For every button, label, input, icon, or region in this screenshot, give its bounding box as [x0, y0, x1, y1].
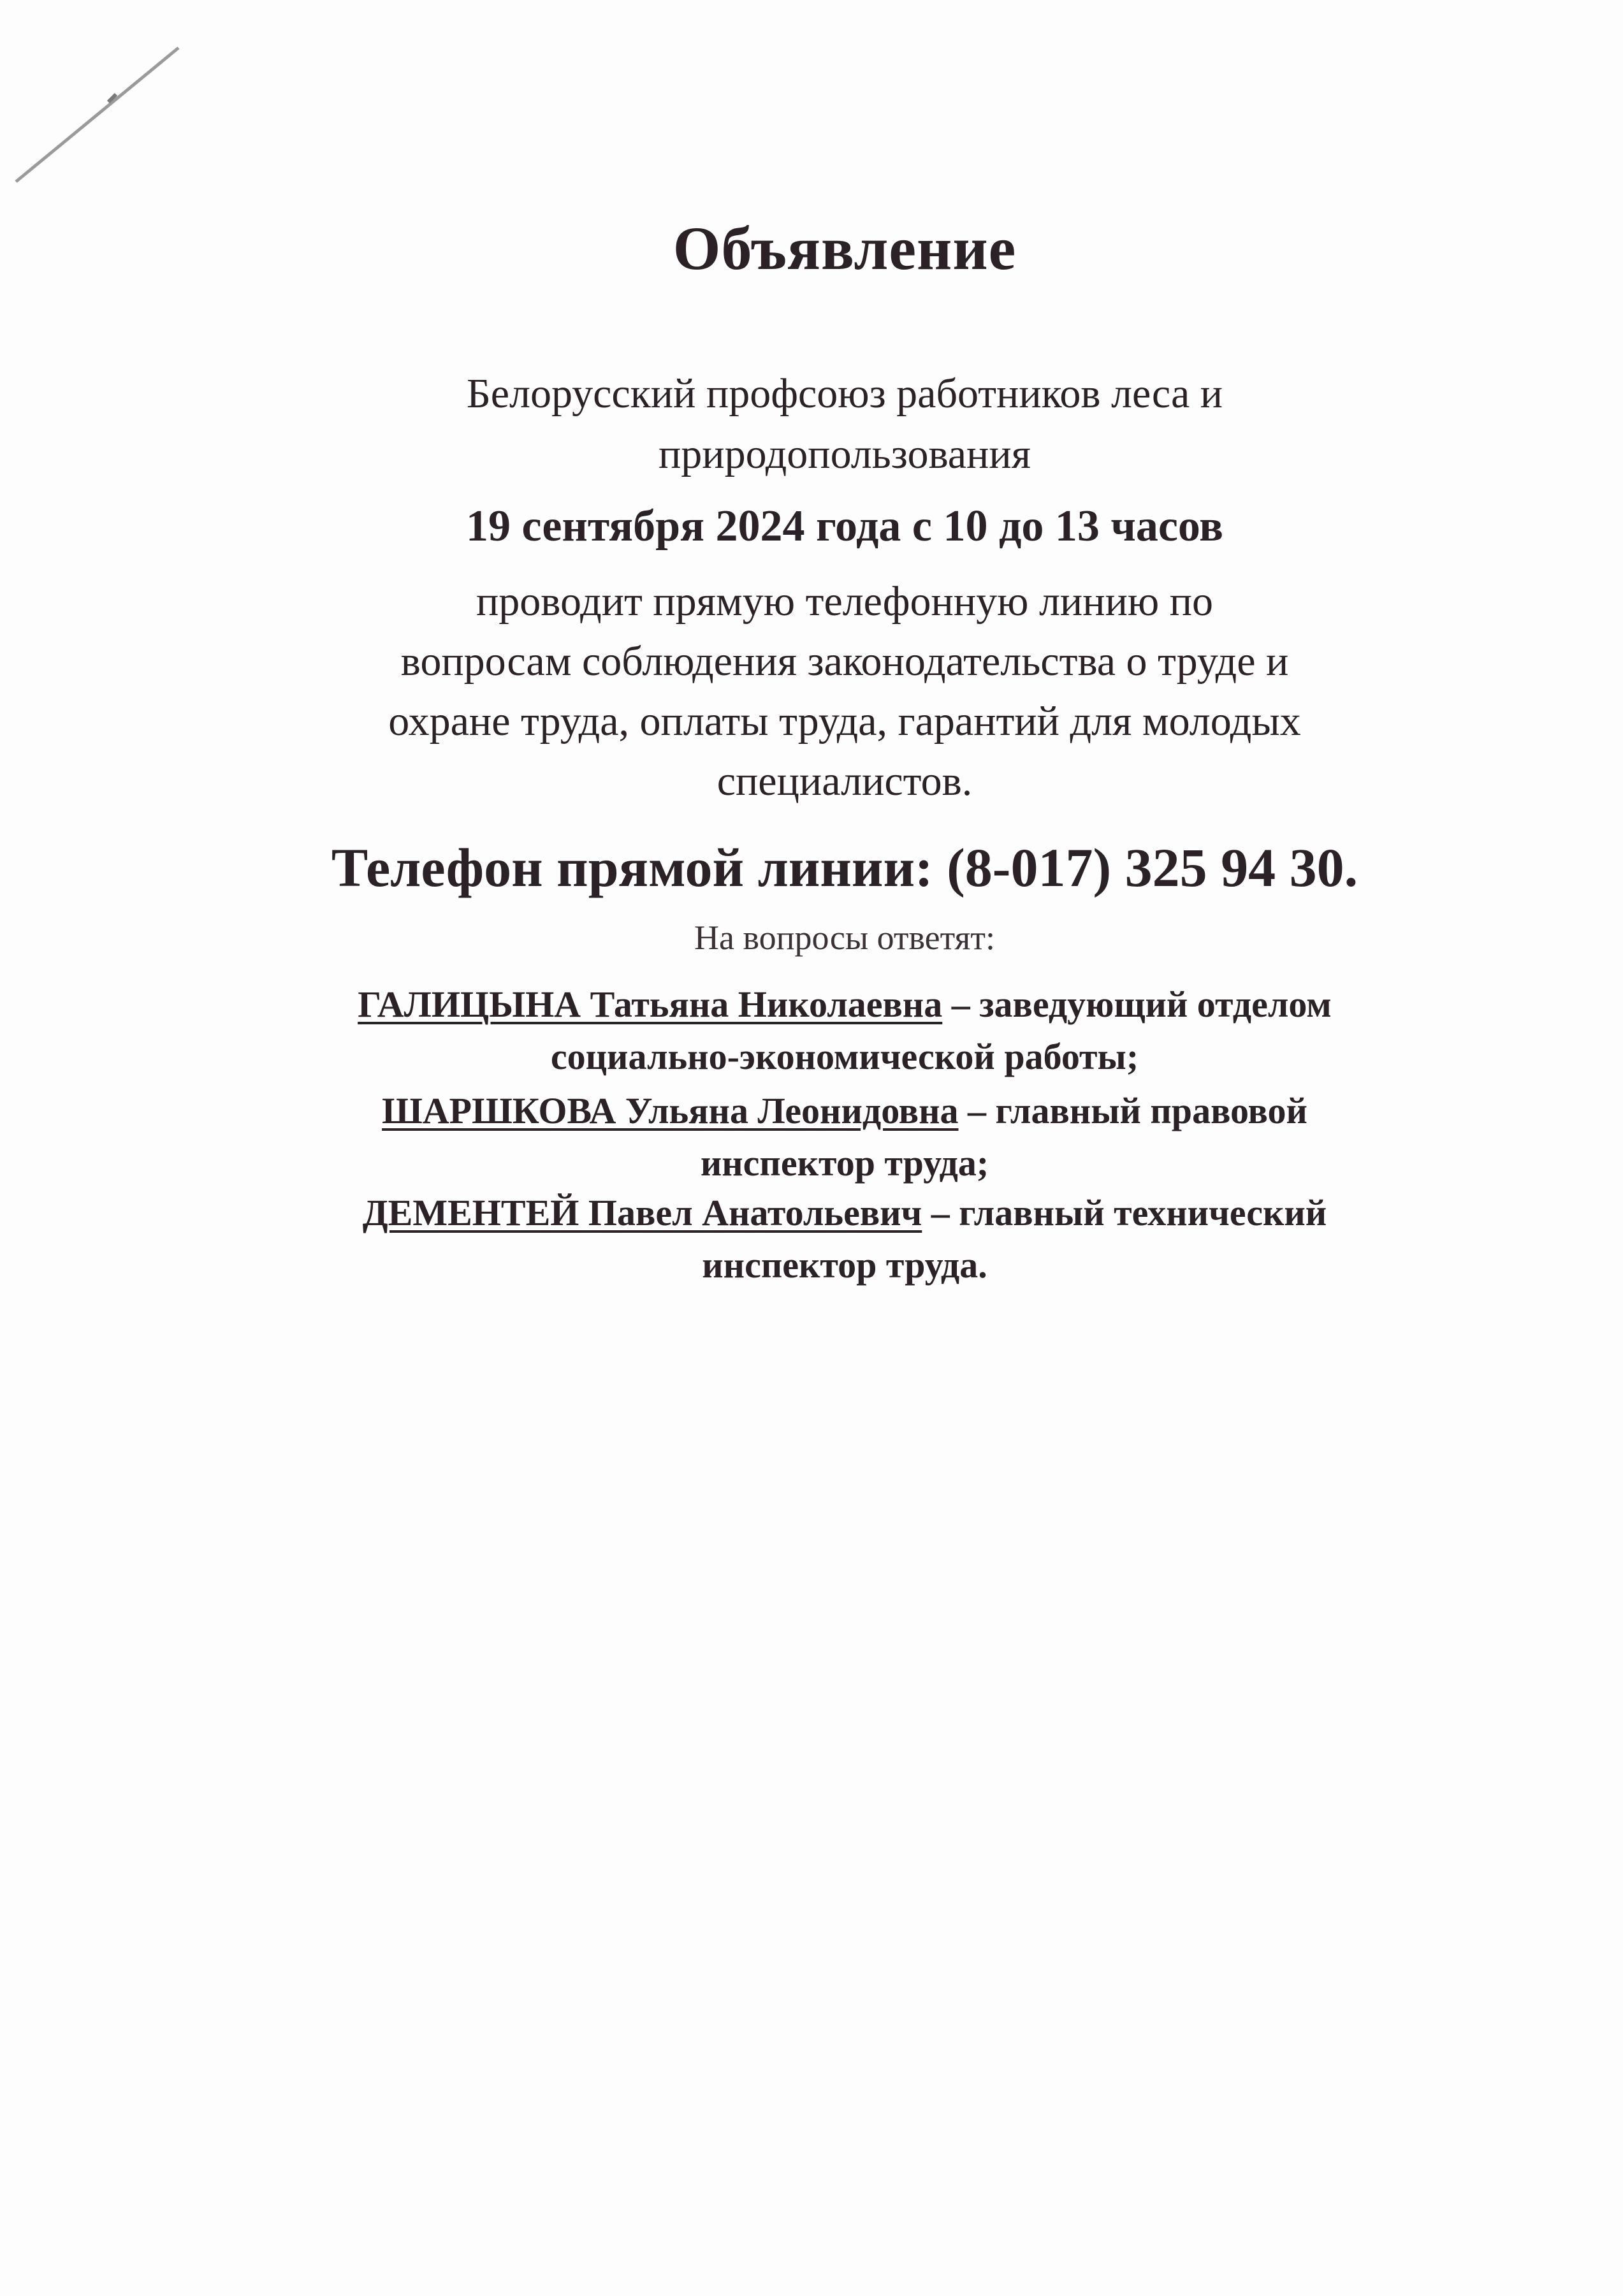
contact-line [0, 1187, 1623, 1239]
contact-line [0, 1085, 1623, 1137]
contact-role: – главный правовой [958, 1090, 1307, 1131]
contact-role: – заведующий отделом [942, 984, 1332, 1025]
event-date-time: 19 сентября 2024 года с 10 до 13 часов [466, 502, 1223, 551]
event-description [0, 572, 1623, 811]
description-line-4: специалистов. [717, 758, 973, 804]
scan-fold-mark [0, 0, 204, 204]
contact-person [0, 1085, 1623, 1189]
contact-role-continued: инспектор труда. [702, 1244, 987, 1286]
contact-role-continued: инспектор труда; [700, 1142, 989, 1184]
description-line-1: проводит прямую телефонную линию по [476, 578, 1214, 625]
contact-person [0, 1187, 1623, 1291]
organization-name [0, 363, 1623, 484]
answer-intro: На вопросы ответят: [694, 919, 995, 957]
contact-name: ШАРШКОВА Ульяна Леонидовна [382, 1090, 959, 1131]
hotline-phone: Телефон прямой линии: (8-017) 325 94 30. [331, 837, 1358, 898]
description-line-2: вопросам соблюдения законодательства о труде и [400, 638, 1289, 685]
description-line-3: охране труда, оплаты труда, гарантий для молодых [388, 698, 1301, 745]
contact-line [0, 978, 1623, 1031]
organization-line-1: Белорусский профсоюз работников леса и [466, 370, 1223, 417]
contact-name: ДЕМЕНТЕЙ Павел Анатольевич [362, 1192, 922, 1233]
contact-role: – главный технический [922, 1192, 1327, 1233]
contact-name: ГАЛИЦЫНА Татьяна Николаевна [358, 984, 943, 1025]
page-title: Объявление [673, 214, 1017, 282]
contact-role-continued: социально-экономической работы; [550, 1036, 1139, 1077]
contact-person [0, 978, 1623, 1083]
organization-line-2: природопользования [658, 431, 1031, 477]
